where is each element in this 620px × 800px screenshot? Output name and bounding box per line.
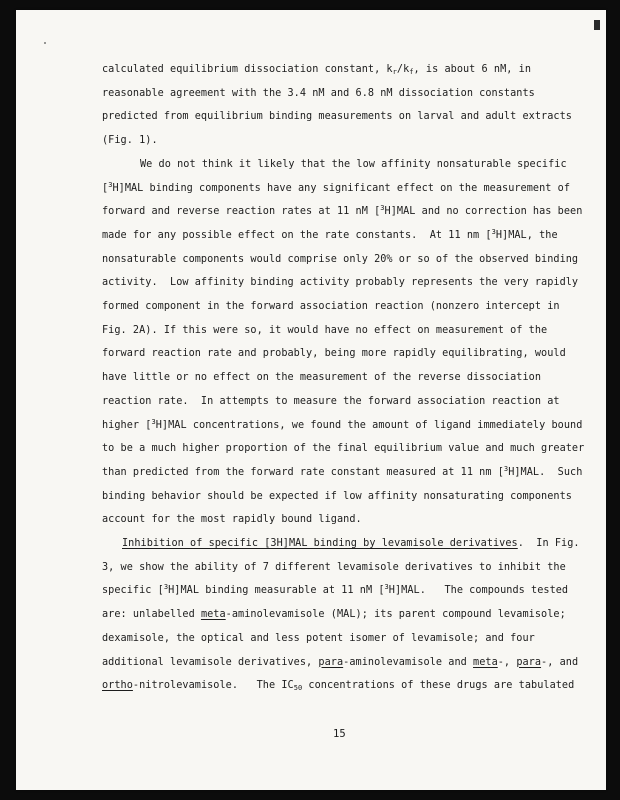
text-line: dexamisole, the optical and less potent isomer of levamisole; and four xyxy=(102,632,535,644)
document-page xyxy=(16,10,606,790)
paper-speck xyxy=(44,42,46,44)
text-line: additional levamisole derivatives, para-aminolevamisole and meta-, para-, and xyxy=(102,656,579,668)
text-line: have little or no effect on the measurement of the reverse dissociation xyxy=(102,372,542,384)
text-line: forward reaction rate and probably, being more rapidly equilibrating, would xyxy=(102,348,566,360)
text-line: binding behavior should be expected if low affinity nonsaturating components xyxy=(102,490,572,502)
text-line: [$^3$H]MAL binding components have any significant effect on the measurement of xyxy=(102,180,571,194)
text-line: to be a much higher proportion of the final equilibrium value and much greater xyxy=(102,443,585,455)
text-line: calculated equilibrium dissociation constant, $k_r/k_f$, is about 6 nM, in xyxy=(102,64,532,76)
text-line: Fig. 2A). If this were so, it would have no effect on measurement of the xyxy=(102,324,548,336)
body-text xyxy=(102,58,585,698)
text-line: reasonable agreement with the 3.4 nM and 6.8 nM dissociation constants xyxy=(102,87,535,99)
section-heading: Inhibition of specific [3H]MAL binding by levamisole derivatives xyxy=(122,538,518,550)
text-line: predicted from equilibrium binding measurements on larval and adult extracts xyxy=(102,111,572,123)
text-line: formed component in the forward association reaction (nonzero intercept in xyxy=(102,301,560,313)
text-line: specific [$^3$H]MAL binding measurable at 11 nM [$^3$H]MAL. The compounds tested xyxy=(102,583,569,597)
text-line: than predicted from the forward rate constant measured at 11 nm [$^3$H]MAL. Such xyxy=(102,464,583,478)
page-number: 15 xyxy=(333,728,346,740)
text-line: (Fig. 1). xyxy=(102,135,158,147)
text-line: activity. Low affinity binding activity probably represents the very rapidly xyxy=(102,277,579,289)
text-line: Inhibition of specific [3H]MAL binding by levamisole derivatives. In Fig. xyxy=(122,538,580,550)
staple-mark xyxy=(594,20,600,30)
text-line: nonsaturable components would comprise only 20% or so of the observed binding xyxy=(102,253,579,265)
text-line: forward and reverse reaction rates at 11 nM [$^3$H]MAL and no correction has been xyxy=(102,204,583,218)
text-line: reaction rate. In attempts to measure the forward association reaction at xyxy=(102,395,560,407)
text-line: ortho-nitrolevamisole. The $IC_{50}$ concentrations of these drugs are tabulated xyxy=(102,680,575,693)
text-line: 3, we show the ability of 7 different levamisole derivatives to inhibit the xyxy=(102,561,566,573)
text-line: account for the most rapidly bound ligand. xyxy=(102,514,362,526)
text-line: made for any possible effect on the rate constants. At 11 nm [$^3$H]MAL, the xyxy=(102,227,558,241)
text-line: are: unlabelled meta-aminolevamisole (MAL); its parent compound levamisole; xyxy=(102,609,566,621)
text-line: We do not think it likely that the low affinity nonsaturable specific xyxy=(140,158,567,170)
text-line: higher [$^3$H]MAL concentrations, we found the amount of ligand immediately bound xyxy=(102,417,583,431)
